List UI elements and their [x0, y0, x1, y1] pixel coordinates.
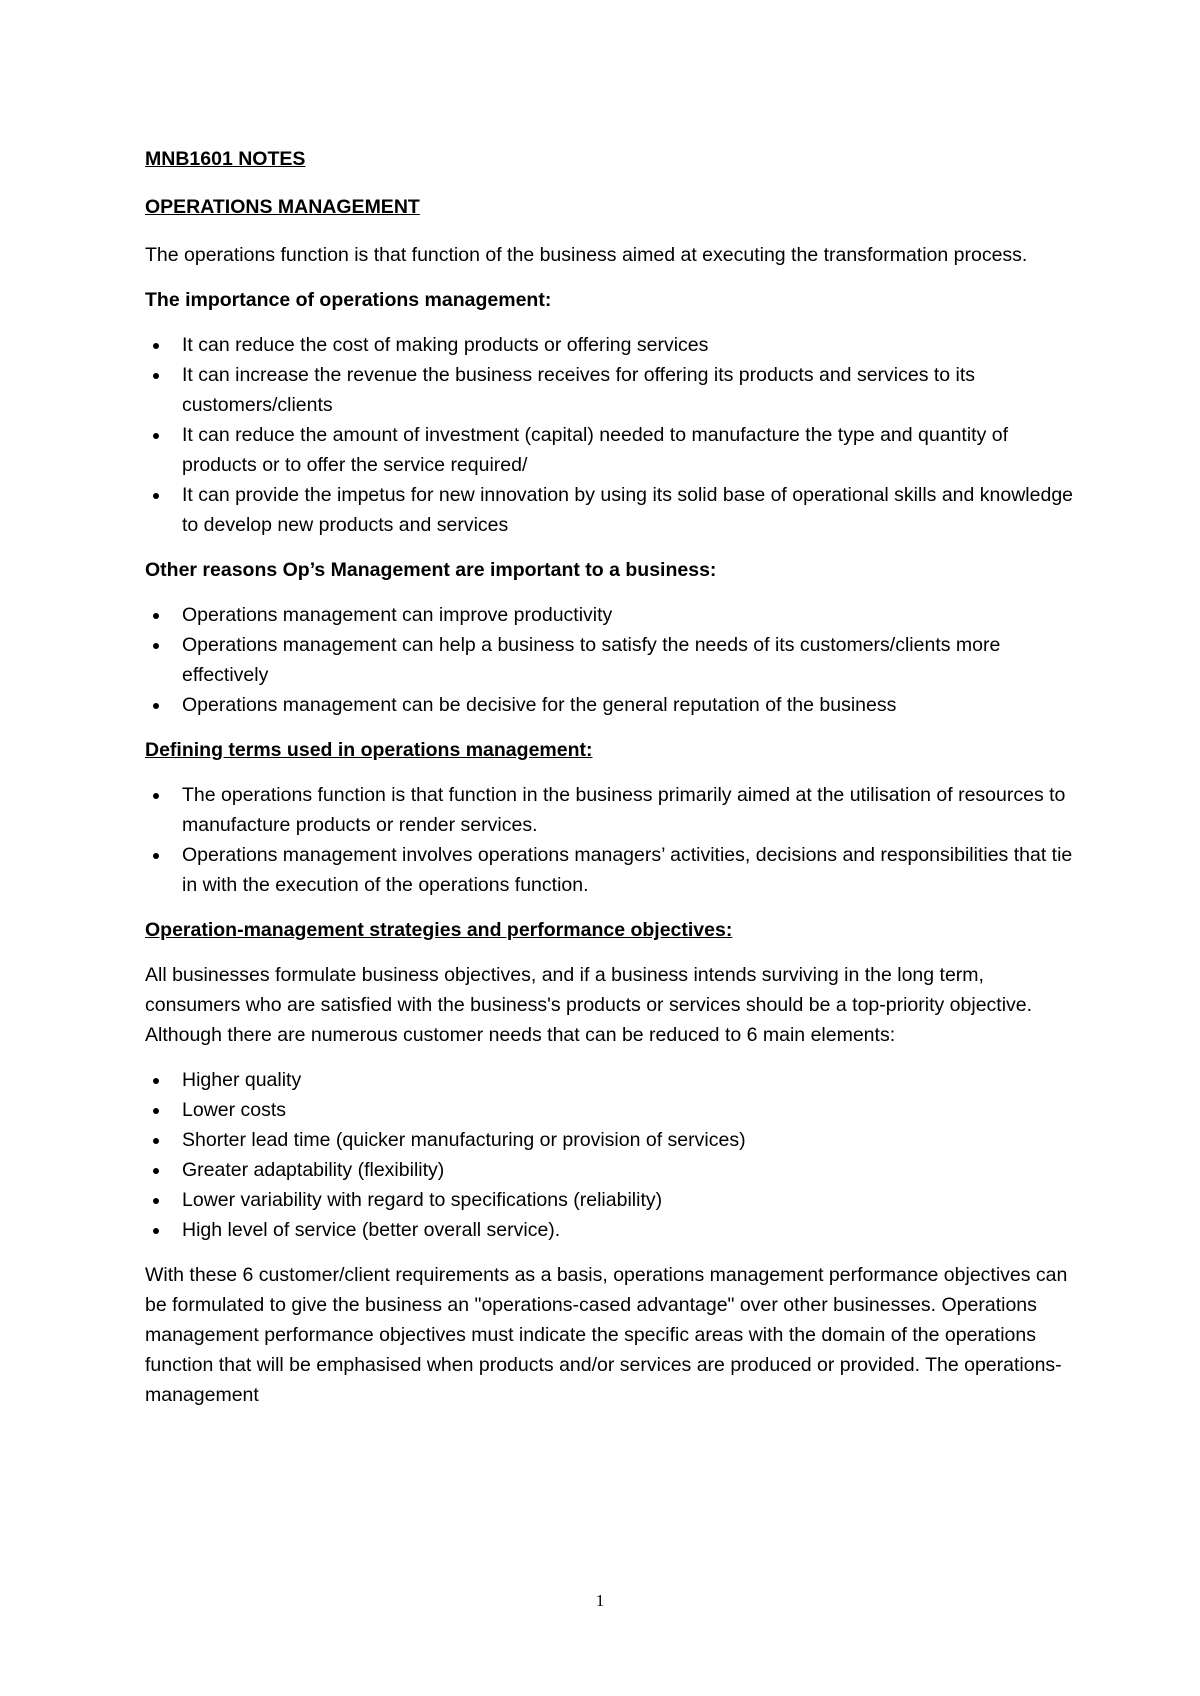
list-item: High level of service (better overall service). — [145, 1215, 1080, 1245]
defining-terms-heading: Defining terms used in operations management: — [145, 739, 593, 761]
list-item: Higher quality — [145, 1065, 1080, 1095]
list-item: Greater adaptability (flexibility) — [145, 1155, 1080, 1185]
list-item: It can reduce the amount of investment (capital) needed to manufacture the type and quantity of products or to offer the service required/ — [145, 420, 1080, 480]
list-item: It can reduce the cost of making products or offering services — [145, 330, 1080, 360]
other-reasons-list — [145, 600, 1080, 720]
importance-heading: The importance of operations management: — [145, 289, 552, 311]
document-title: MNB1601 NOTES — [145, 148, 306, 170]
strategies-heading: Operation-management strategies and performance objectives: — [145, 919, 733, 941]
other-reasons-heading: Other reasons Op’s Management are important to a business: — [145, 559, 717, 581]
strategies-paragraph: All businesses formulate business objectives, and if a business intends surviving in the long term, consumers who are satisfied with the business's products or services should be a top-priority objective. Although there are numerous customer needs that can be reduced to 6 main elements: — [145, 964, 1033, 1046]
list-item: Lower costs — [145, 1095, 1080, 1125]
importance-list — [145, 330, 1080, 540]
list-item: It can increase the revenue the business receives for offering its products and services to its customers/clients — [145, 360, 1080, 420]
list-item: Shorter lead time (quicker manufacturing or provision of services) — [145, 1125, 1080, 1155]
list-item: Operations management can improve productivity — [145, 600, 1080, 630]
closing-paragraph: With these 6 customer/client requirements as a basis, operations management performance objectives can be formulated to give the business an "operations-cased advantage" over other businesses. Operations management performance objectives must indicate the specific areas with the domain of the operations function that will be emphasised when products and/or services are produced or provided. The operations-management — [145, 1264, 1068, 1406]
page-number: 1 — [595, 1591, 605, 1610]
list-item: The operations function is that function in the business primarily aimed at the utilisation of resources to manufacture products or render services. — [145, 780, 1080, 840]
list-item: Operations management can help a business to satisfy the needs of its customers/clients more effectively — [145, 630, 1080, 690]
list-item: Operations management can be decisive for the general reputation of the business — [145, 690, 1080, 720]
list-item: Lower variability with regard to specifications (reliability) — [145, 1185, 1080, 1215]
list-item: Operations management involves operations managers’ activities, decisions and responsibilities that tie in with the execution of the operations function. — [145, 840, 1080, 900]
section-title: OPERATIONS MANAGEMENT — [145, 196, 420, 218]
customer-needs-list — [145, 1065, 1080, 1245]
list-item: It can provide the impetus for new innovation by using its solid base of operational skills and knowledge to develop new products and services — [145, 480, 1080, 540]
defining-terms-list — [145, 780, 1080, 900]
intro-paragraph: The operations function is that function of the business aimed at executing the transformation process. — [145, 244, 1028, 266]
